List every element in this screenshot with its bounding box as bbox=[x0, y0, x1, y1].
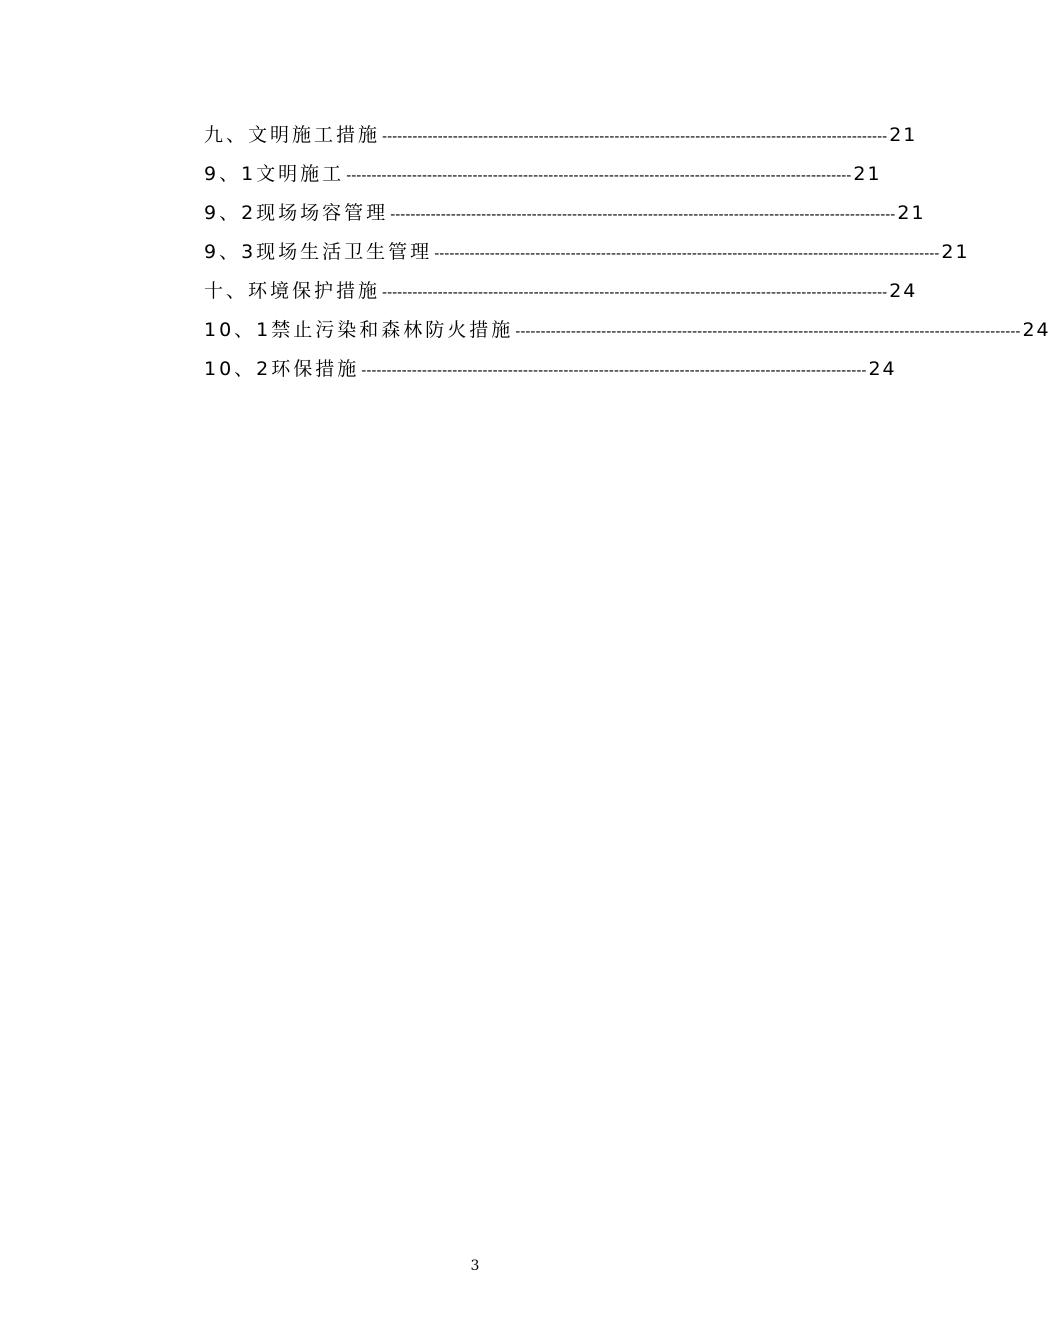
table-of-contents bbox=[204, 116, 1051, 389]
toc-entry-page: 24 bbox=[889, 280, 918, 302]
toc-leader-dashes: ---------------------------------------------------------------------------------------------------- bbox=[361, 363, 867, 379]
toc-entry-page: 21 bbox=[853, 163, 882, 185]
toc-entry[interactable] bbox=[204, 272, 918, 311]
toc-entry-title: 十、环境保护措施 bbox=[204, 280, 381, 302]
toc-entry-title: 10、2环保措施 bbox=[204, 358, 360, 380]
toc-leader-dashes: ---------------------------------------------------------------------------------------------------- bbox=[346, 168, 852, 184]
page-number: 3 bbox=[470, 1258, 480, 1274]
toc-entry-page: 21 bbox=[897, 202, 926, 224]
toc-leader-dashes: ---------------------------------------------------------------------------------------------------- bbox=[382, 129, 888, 145]
toc-entry-page: 21 bbox=[941, 241, 970, 263]
toc-entry[interactable] bbox=[204, 155, 882, 194]
toc-leader-dashes: ---------------------------------------------------------------------------------------------------- bbox=[515, 324, 1021, 340]
toc-entry-title: 九、文明施工措施 bbox=[204, 124, 381, 146]
toc-entry[interactable] bbox=[204, 116, 918, 155]
toc-entry[interactable] bbox=[204, 350, 897, 389]
toc-leader-dashes: ---------------------------------------------------------------------------------------------------- bbox=[382, 285, 888, 301]
toc-entry[interactable] bbox=[204, 311, 1051, 350]
toc-entry-page: 21 bbox=[889, 124, 918, 146]
toc-entry-page: 24 bbox=[868, 358, 897, 380]
toc-entry-title: 9、2现场场容管理 bbox=[204, 202, 389, 224]
toc-entry[interactable] bbox=[204, 194, 926, 233]
toc-leader-dashes: ---------------------------------------------------------------------------------------------------- bbox=[434, 246, 940, 262]
toc-entry-title: 9、1文明施工 bbox=[204, 163, 345, 185]
toc-entry-title: 9、3现场生活卫生管理 bbox=[204, 241, 433, 263]
toc-leader-dashes: ---------------------------------------------------------------------------------------------------- bbox=[390, 207, 896, 223]
toc-entry-title: 10、1禁止污染和森林防火措施 bbox=[204, 319, 514, 341]
toc-entry[interactable] bbox=[204, 233, 970, 272]
toc-entry-page: 24 bbox=[1022, 319, 1051, 341]
